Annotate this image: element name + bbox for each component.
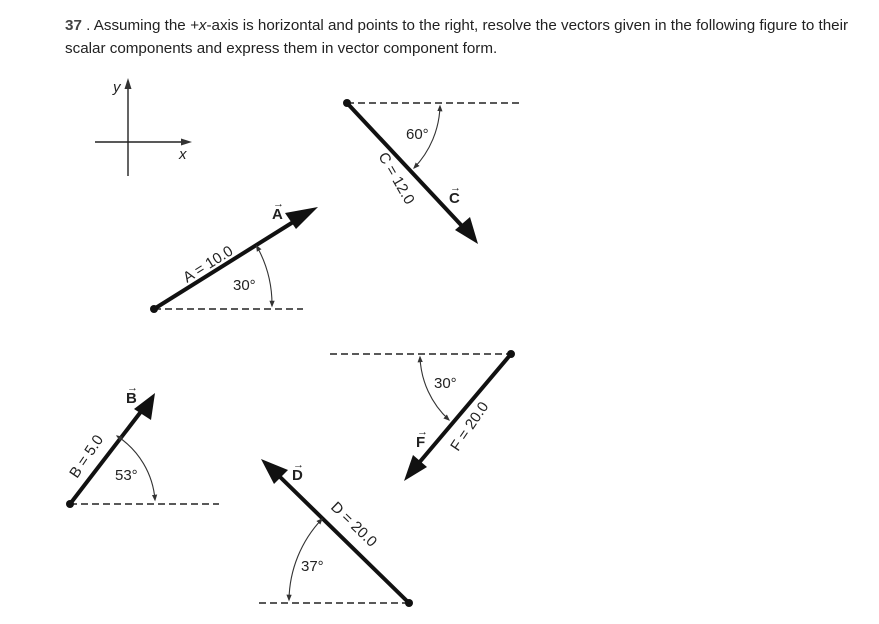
vector-d-tail	[405, 599, 413, 607]
axis-name: +x	[189, 17, 207, 34]
vector-a-angle: 30°	[233, 277, 256, 294]
vector-d-magnitude: D = 20.0	[327, 498, 381, 551]
vector-b-symbol: B	[126, 390, 137, 407]
vector-a-symbol: A	[272, 206, 283, 223]
vector-c-magnitude: C = 12.0	[374, 149, 418, 208]
y-axis-arrowhead	[125, 78, 132, 89]
vector-a-overarrow: →	[273, 198, 284, 210]
vector-d	[259, 459, 413, 607]
vector-a	[150, 198, 318, 313]
coordinate-axes	[95, 78, 192, 176]
vector-d-overarrow: →	[293, 459, 304, 471]
vector-d-angle: 37°	[301, 558, 324, 575]
vector-c-tail	[343, 99, 351, 107]
vector-f-symbol: F	[416, 434, 426, 451]
vector-c-symbol: C	[449, 190, 460, 207]
problem-number: 37	[65, 17, 82, 34]
vector-a-tail	[150, 305, 158, 313]
vector-a-arrow	[154, 219, 298, 309]
vector-d-symbol: D	[292, 467, 303, 484]
problem-text-rest: -axis is horizontal and points to the right, resolve the vectors given in the following figure to their scalar components and express them in vector component form.	[65, 17, 849, 57]
vector-c-angle: 60°	[406, 126, 429, 143]
vector-b-tail	[66, 500, 74, 508]
vector-b-angle: 53°	[115, 467, 138, 484]
vector-f-overarrow: →	[417, 426, 428, 438]
x-axis-label: x	[179, 146, 187, 163]
y-axis-label: y	[113, 79, 121, 96]
vector-f	[330, 350, 515, 481]
vector-f-tail	[507, 350, 515, 358]
vector-c	[343, 99, 523, 244]
vector-b-magnitude: B = 5.0	[66, 431, 108, 482]
vector-a-angle-arc	[257, 246, 272, 306]
vector-c-overarrow: →	[450, 182, 461, 194]
vector-f-angle: 30°	[434, 375, 457, 392]
vector-d-arrow	[277, 474, 409, 603]
x-axis-arrowhead	[181, 139, 192, 146]
vector-a-magnitude: A = 10.0	[180, 242, 237, 287]
problem-text-intro: . Assuming the	[81, 17, 190, 34]
vector-f-magnitude: F = 20.0	[447, 398, 493, 455]
vector-b	[66, 382, 219, 508]
vector-c-arrow	[347, 103, 462, 226]
vector-b-overarrow: →	[127, 382, 138, 394]
